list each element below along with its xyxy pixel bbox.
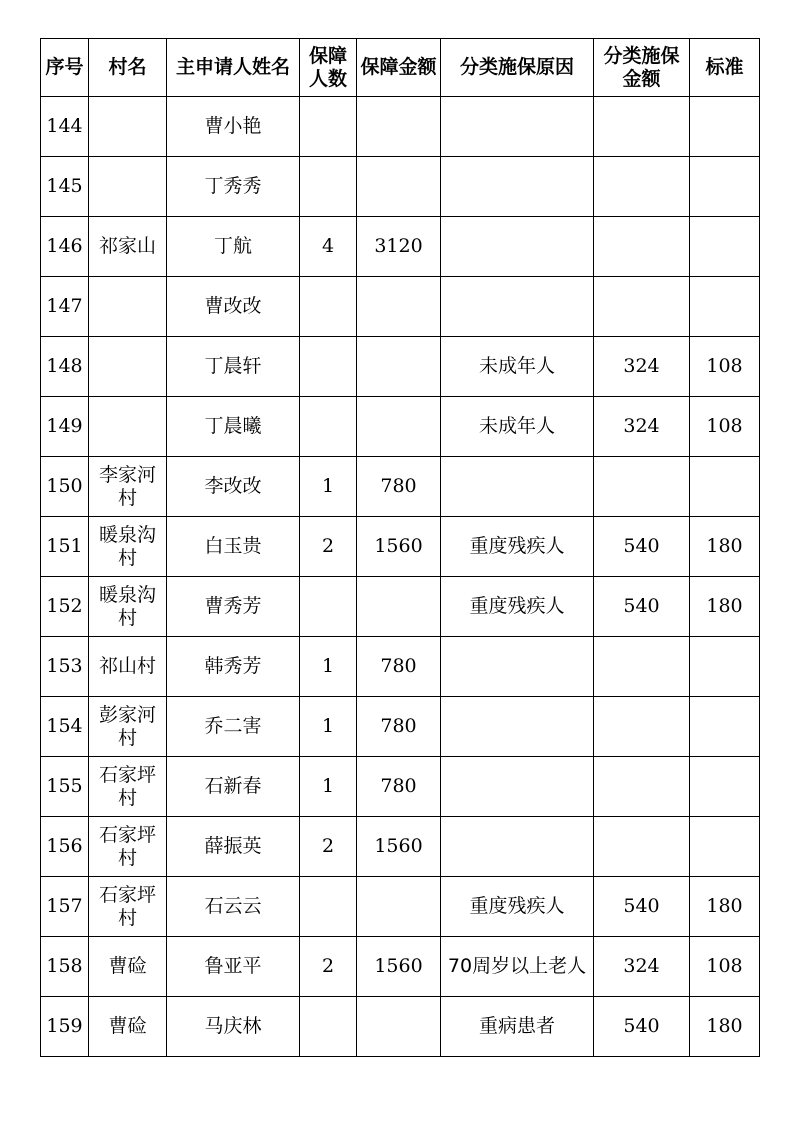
cell-category-amount [594, 697, 690, 757]
cell-applicant: 马庆林 [167, 997, 300, 1057]
cell-category-amount [594, 457, 690, 517]
table-row [41, 457, 760, 517]
cell-category-amount [594, 277, 690, 337]
cell-persons [300, 877, 357, 937]
cell-applicant: 丁晨曦 [167, 397, 300, 457]
table-row [41, 877, 760, 937]
cell-amount [357, 277, 441, 337]
cell-category-amount [594, 97, 690, 157]
cell-village [89, 277, 167, 337]
cell-serial: 159 [41, 997, 89, 1057]
cell-persons [300, 337, 357, 397]
cell-serial: 157 [41, 877, 89, 937]
cell-reason: 未成年人 [441, 397, 594, 457]
table-row [41, 337, 760, 397]
table-row [41, 577, 760, 637]
cell-amount: 780 [357, 697, 441, 757]
cell-serial: 148 [41, 337, 89, 397]
cell-persons: 1 [300, 457, 357, 517]
cell-serial: 147 [41, 277, 89, 337]
cell-serial: 149 [41, 397, 89, 457]
cell-standard: 108 [690, 937, 760, 997]
table-header [41, 39, 760, 97]
cell-amount [357, 997, 441, 1057]
cell-village: 暖泉沟村 [89, 517, 167, 577]
cell-serial: 154 [41, 697, 89, 757]
cell-amount: 1560 [357, 937, 441, 997]
cell-village: 石家坪村 [89, 877, 167, 937]
cell-reason [441, 217, 594, 277]
cell-standard: 108 [690, 397, 760, 457]
cell-serial: 153 [41, 637, 89, 697]
cell-category-amount: 540 [594, 997, 690, 1057]
header-standard: 标准 [690, 39, 760, 97]
cell-village: 暖泉沟村 [89, 577, 167, 637]
cell-reason [441, 457, 594, 517]
cell-amount [357, 397, 441, 457]
cell-village: 石家坪村 [89, 817, 167, 877]
cell-applicant: 石新春 [167, 757, 300, 817]
header-village: 村名 [89, 39, 167, 97]
cell-serial: 145 [41, 157, 89, 217]
cell-standard: 180 [690, 877, 760, 937]
cell-amount: 780 [357, 637, 441, 697]
table-row [41, 277, 760, 337]
cell-category-amount [594, 217, 690, 277]
cell-applicant: 薛振英 [167, 817, 300, 877]
cell-persons [300, 577, 357, 637]
cell-standard [690, 697, 760, 757]
cell-persons: 2 [300, 817, 357, 877]
table-row [41, 757, 760, 817]
cell-category-amount: 324 [594, 937, 690, 997]
cell-serial: 155 [41, 757, 89, 817]
cell-reason: 重度残疾人 [441, 517, 594, 577]
cell-amount: 780 [357, 457, 441, 517]
cell-applicant: 乔二害 [167, 697, 300, 757]
cell-reason: 重度残疾人 [441, 877, 594, 937]
table-row [41, 97, 760, 157]
cell-persons [300, 397, 357, 457]
cell-standard [690, 457, 760, 517]
cell-category-amount [594, 157, 690, 217]
cell-amount [357, 577, 441, 637]
header-reason: 分类施保原因 [441, 39, 594, 97]
cell-reason: 未成年人 [441, 337, 594, 397]
cell-reason [441, 817, 594, 877]
cell-category-amount [594, 637, 690, 697]
cell-village: 祁家山 [89, 217, 167, 277]
cell-serial: 152 [41, 577, 89, 637]
cell-category-amount [594, 757, 690, 817]
cell-standard [690, 217, 760, 277]
cell-village [89, 97, 167, 157]
cell-persons [300, 277, 357, 337]
cell-serial: 151 [41, 517, 89, 577]
cell-persons: 2 [300, 937, 357, 997]
cell-amount [357, 337, 441, 397]
cell-village: 祁山村 [89, 637, 167, 697]
cell-serial: 150 [41, 457, 89, 517]
cell-standard: 180 [690, 517, 760, 577]
cell-applicant: 丁秀秀 [167, 157, 300, 217]
cell-amount [357, 157, 441, 217]
cell-standard [690, 97, 760, 157]
table-row [41, 697, 760, 757]
cell-amount [357, 97, 441, 157]
cell-reason [441, 637, 594, 697]
cell-amount: 780 [357, 757, 441, 817]
table-body [41, 97, 760, 1057]
cell-reason [441, 97, 594, 157]
cell-standard [690, 277, 760, 337]
cell-reason [441, 277, 594, 337]
cell-persons [300, 157, 357, 217]
cell-reason [441, 757, 594, 817]
table-row [41, 937, 760, 997]
cell-village: 李家河村 [89, 457, 167, 517]
table-row [41, 217, 760, 277]
table-row [41, 997, 760, 1057]
cell-category-amount [594, 817, 690, 877]
cell-applicant: 曹秀芳 [167, 577, 300, 637]
cell-standard [690, 817, 760, 877]
header-amount: 保障金额 [357, 39, 441, 97]
cell-category-amount: 324 [594, 337, 690, 397]
header-applicant: 主申请人姓名 [167, 39, 300, 97]
cell-persons [300, 997, 357, 1057]
cell-reason: 重病患者 [441, 997, 594, 1057]
cell-standard: 108 [690, 337, 760, 397]
cell-applicant: 丁航 [167, 217, 300, 277]
cell-category-amount: 540 [594, 877, 690, 937]
cell-village: 曹硷 [89, 997, 167, 1057]
cell-serial: 158 [41, 937, 89, 997]
cell-amount: 1560 [357, 517, 441, 577]
cell-standard [690, 757, 760, 817]
header-row [41, 39, 760, 97]
cell-village: 曹硷 [89, 937, 167, 997]
cell-serial: 144 [41, 97, 89, 157]
cell-persons: 1 [300, 637, 357, 697]
cell-reason [441, 697, 594, 757]
cell-village [89, 397, 167, 457]
cell-village [89, 157, 167, 217]
cell-persons: 1 [300, 697, 357, 757]
cell-applicant: 韩秀芳 [167, 637, 300, 697]
cell-reason [441, 157, 594, 217]
cell-category-amount: 540 [594, 577, 690, 637]
cell-persons [300, 97, 357, 157]
cell-persons: 1 [300, 757, 357, 817]
cell-category-amount: 540 [594, 517, 690, 577]
cell-persons: 4 [300, 217, 357, 277]
cell-applicant: 丁晨轩 [167, 337, 300, 397]
table-row [41, 637, 760, 697]
cell-applicant: 曹改改 [167, 277, 300, 337]
cell-reason: 70周岁以上老人 [441, 937, 594, 997]
cell-standard [690, 157, 760, 217]
cell-standard [690, 637, 760, 697]
cell-category-amount: 324 [594, 397, 690, 457]
header-serial: 序号 [41, 39, 89, 97]
cell-standard: 180 [690, 997, 760, 1057]
table-row [41, 817, 760, 877]
table-row [41, 397, 760, 457]
table-row [41, 157, 760, 217]
header-category-amount: 分类施保金额 [594, 39, 690, 97]
relief-roster-table [40, 38, 760, 1057]
cell-village: 石家坪村 [89, 757, 167, 817]
cell-applicant: 石云云 [167, 877, 300, 937]
cell-applicant: 李改改 [167, 457, 300, 517]
cell-village: 彭家河村 [89, 697, 167, 757]
cell-standard: 180 [690, 577, 760, 637]
cell-applicant: 曹小艳 [167, 97, 300, 157]
cell-amount: 3120 [357, 217, 441, 277]
cell-applicant: 鲁亚平 [167, 937, 300, 997]
cell-village [89, 337, 167, 397]
cell-reason: 重度残疾人 [441, 577, 594, 637]
cell-persons: 2 [300, 517, 357, 577]
cell-serial: 146 [41, 217, 89, 277]
cell-amount: 1560 [357, 817, 441, 877]
header-persons: 保障人数 [300, 39, 357, 97]
cell-amount [357, 877, 441, 937]
cell-serial: 156 [41, 817, 89, 877]
table-row [41, 517, 760, 577]
cell-applicant: 白玉贵 [167, 517, 300, 577]
